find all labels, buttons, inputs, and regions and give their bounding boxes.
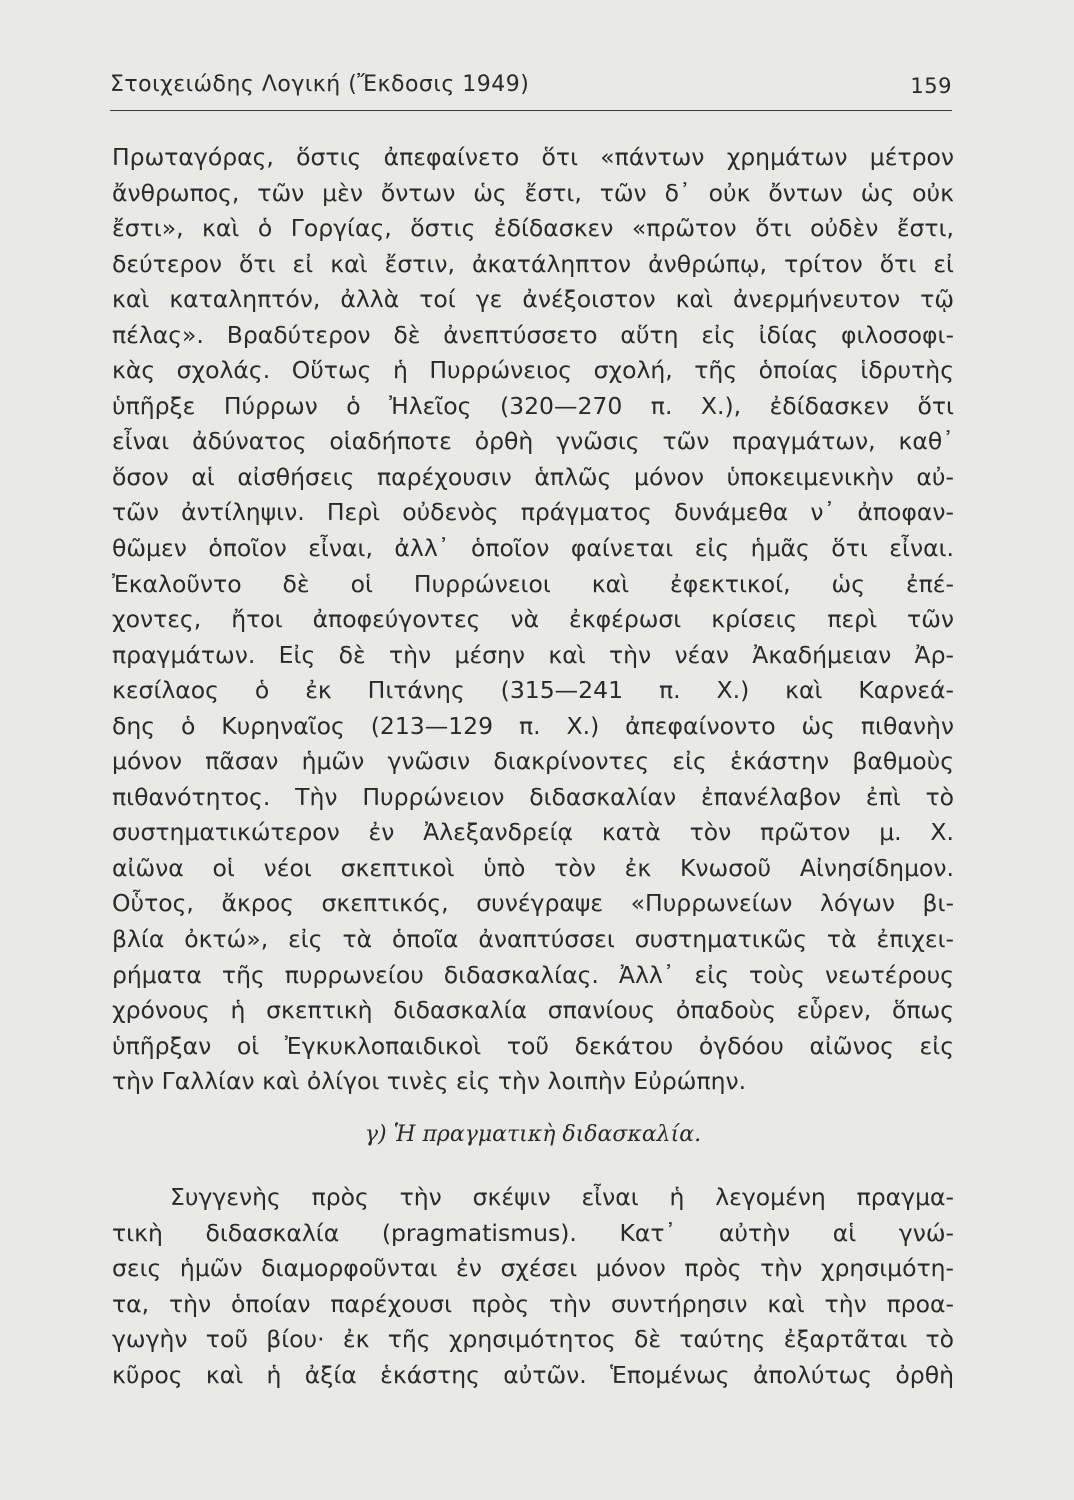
text-line: εἶναι ἀδύνατος οἱαδήποτε ὀρθὴ γνῶσις τῶν πραγμάτων, καθ᾽: [112, 427, 954, 456]
header-rule: [110, 110, 952, 111]
text-line: χρόνους ἡ σκεπτικὴ διδασκαλία σπανίους ὀπαδοὺς εὗρεν, ὅπως: [112, 996, 954, 1025]
text-line: Πρωταγόρας, ὅστις ἀπεφαίνετο ὅτι «πάντων χρημάτων μέτρον: [112, 143, 954, 171]
text-line: ἔστι», καὶ ὁ Γοργίας, ὅστις ἐδίδασκεν «πρῶτον ὅτι οὐδὲν ἔστι,: [112, 214, 954, 243]
text-line: χοντες, ἤτοι ἀποφεύγοντες νὰ ἐκφέρωσι κρίσεις περὶ τῶν: [112, 605, 954, 634]
text-line: συστηματικώτερον ἐν Ἀλεξανδρείᾳ κατὰ τὸν πρῶτον μ. Χ.: [112, 818, 954, 847]
page-number: 159: [910, 74, 952, 98]
text-line: κεσίλαος ὁ ἐκ Πιτάνης (315—241 π. Χ.) καὶ Καρνεά-: [112, 676, 954, 705]
text-line: πραγμάτων. Εἰς δὲ τὴν μέσην καὶ τὴν νέαν Ἀκαδήμειαν Ἀρ-: [112, 640, 954, 669]
text-line: τικὴ διδασκαλία (pragmatismus). Κατ᾽ αὐτὴν αἱ γνώ-: [112, 1218, 954, 1247]
paragraph-2: [112, 1180, 954, 1393]
text-line: καὶ καταληπτόν, ἀλλὰ τοί γε ἀνέξοιστον καὶ ἀνερμήνευτον τῷ: [112, 285, 954, 314]
section-subheading: γ) Ἡ πραγματικὴ διδασκαλία.: [364, 1122, 702, 1147]
text-line: τῶν ἀντίληψιν. Περὶ οὐδενὸς πράγματος δυνάμεθα ν᾽ ἀποφαν-: [112, 498, 954, 527]
text-line: ὅσον αἱ αἰσθήσεις παρέχουσιν ἁπλῶς μόνον ὑποκειμενικὴν αὐ-: [112, 462, 954, 491]
text-line: Οὗτος, ἄκρος σκεπτικός, συνέγραψε «Πυρρωνείων λόγων βι-: [112, 889, 954, 918]
text-line: πέλας». Βραδύτερον δὲ ἀνεπτύσσετο αὕτη εἰς ἰδίας φιλοσοφι-: [112, 320, 954, 349]
text-line: πιθανότητος. Τὴν Πυρρώνειον διδασκαλίαν ἐπανέλαβον ἐπὶ τὸ: [112, 782, 954, 811]
text-line: δεύτερον ὅτι εἰ καὶ ἔστιν, ἀκατάληπτον ἀνθρώπῳ, τρίτον ὅτι εἰ: [112, 249, 954, 278]
text-line: τα, τὴν ὁποίαν παρέχουσι πρὸς τὴν συντήρησιν καὶ τὴν προα-: [112, 1289, 954, 1318]
running-header: [110, 72, 952, 102]
text-line: αἰῶνα οἱ νέοι σκεπτικοὶ ὑπὸ τὸν ἐκ Κνωσοῦ Αἰνησίδημον.: [112, 853, 954, 882]
text-line: μόνον πᾶσαν ἡμῶν γνῶσιν διακρίνοντες εἰς ἑκάστην βαθμοὺς: [112, 747, 954, 776]
text-line: Συγγενὴς πρὸς τὴν σκέψιν εἶναι ἡ λεγομένη πραγμα-: [170, 1183, 954, 1211]
text-line: γωγὴν τοῦ βίου· ἐκ τῆς χρησιμότητος δὲ ταύτης ἐξαρτᾶται τὸ: [112, 1325, 954, 1354]
text-line: βλία ὀκτώ», εἰς τὰ ὁποῖα ἀναπτύσσει συστηματικῶς τὰ ἐπιχει-: [112, 925, 954, 954]
text-line: τὴν Γαλλίαν καὶ ὀλίγοι τινὲς εἰς τὴν λοιπὴν Εὐρώπην.: [112, 1067, 747, 1096]
text-line: ρήματα τῆς πυρρωνείου διδασκαλίας. Ἀλλ᾽ εἰς τοὺς νεωτέρους: [112, 960, 954, 989]
text-line: ἄνθρωπος, τῶν μὲν ὄντων ὡς ἔστι, τῶν δ᾽ οὐκ ὄντων ὡς οὐκ: [112, 178, 954, 207]
book-title: Στοιχειώδης Λογική (Ἔκδοσις 1949): [110, 72, 530, 97]
text-line: σεις ἡμῶν διαμορφοῦνται ἐν σχέσει μόνον πρὸς τὴν χρησιμότη-: [112, 1254, 954, 1283]
text-line: κῦρος καὶ ἡ ἀξία ἑκάστης αὐτῶν. Ἑπομένως ἀπολύτως ὀρθὴ: [112, 1360, 954, 1389]
text-line: δης ὁ Κυρηναῖος (213—129 π. Χ.) ἀπεφαίνοντο ὡς πιθανὴν: [112, 711, 954, 740]
text-line: κὰς σχολάς. Οὕτως ἡ Πυρρώνειος σχολή, τῆς ὁποίας ἱδρυτὴς: [112, 356, 954, 385]
text-line: θῶμεν ὁποῖον εἶναι, ἀλλ᾽ ὁποῖον φαίνεται εἰς ἡμᾶς ὅτι εἶναι.: [112, 534, 954, 563]
text-line: ὑπῆρξε Πύρρων ὁ Ἠλεῖος (320—270 π. Χ.), ἐδίδασκεν ὅτι: [112, 391, 954, 420]
text-line: ὑπῆρξαν οἱ Ἐγκυκλοπαιδικοὶ τοῦ δεκάτου ὀγδόου αἰῶνος εἰς: [112, 1031, 954, 1060]
paragraph-1: [112, 140, 954, 1100]
text-line: Ἐκαλοῦντο δὲ οἱ Πυρρώνειοι καὶ ἐφεκτικοί, ὡς ἐπέ-: [112, 569, 954, 598]
